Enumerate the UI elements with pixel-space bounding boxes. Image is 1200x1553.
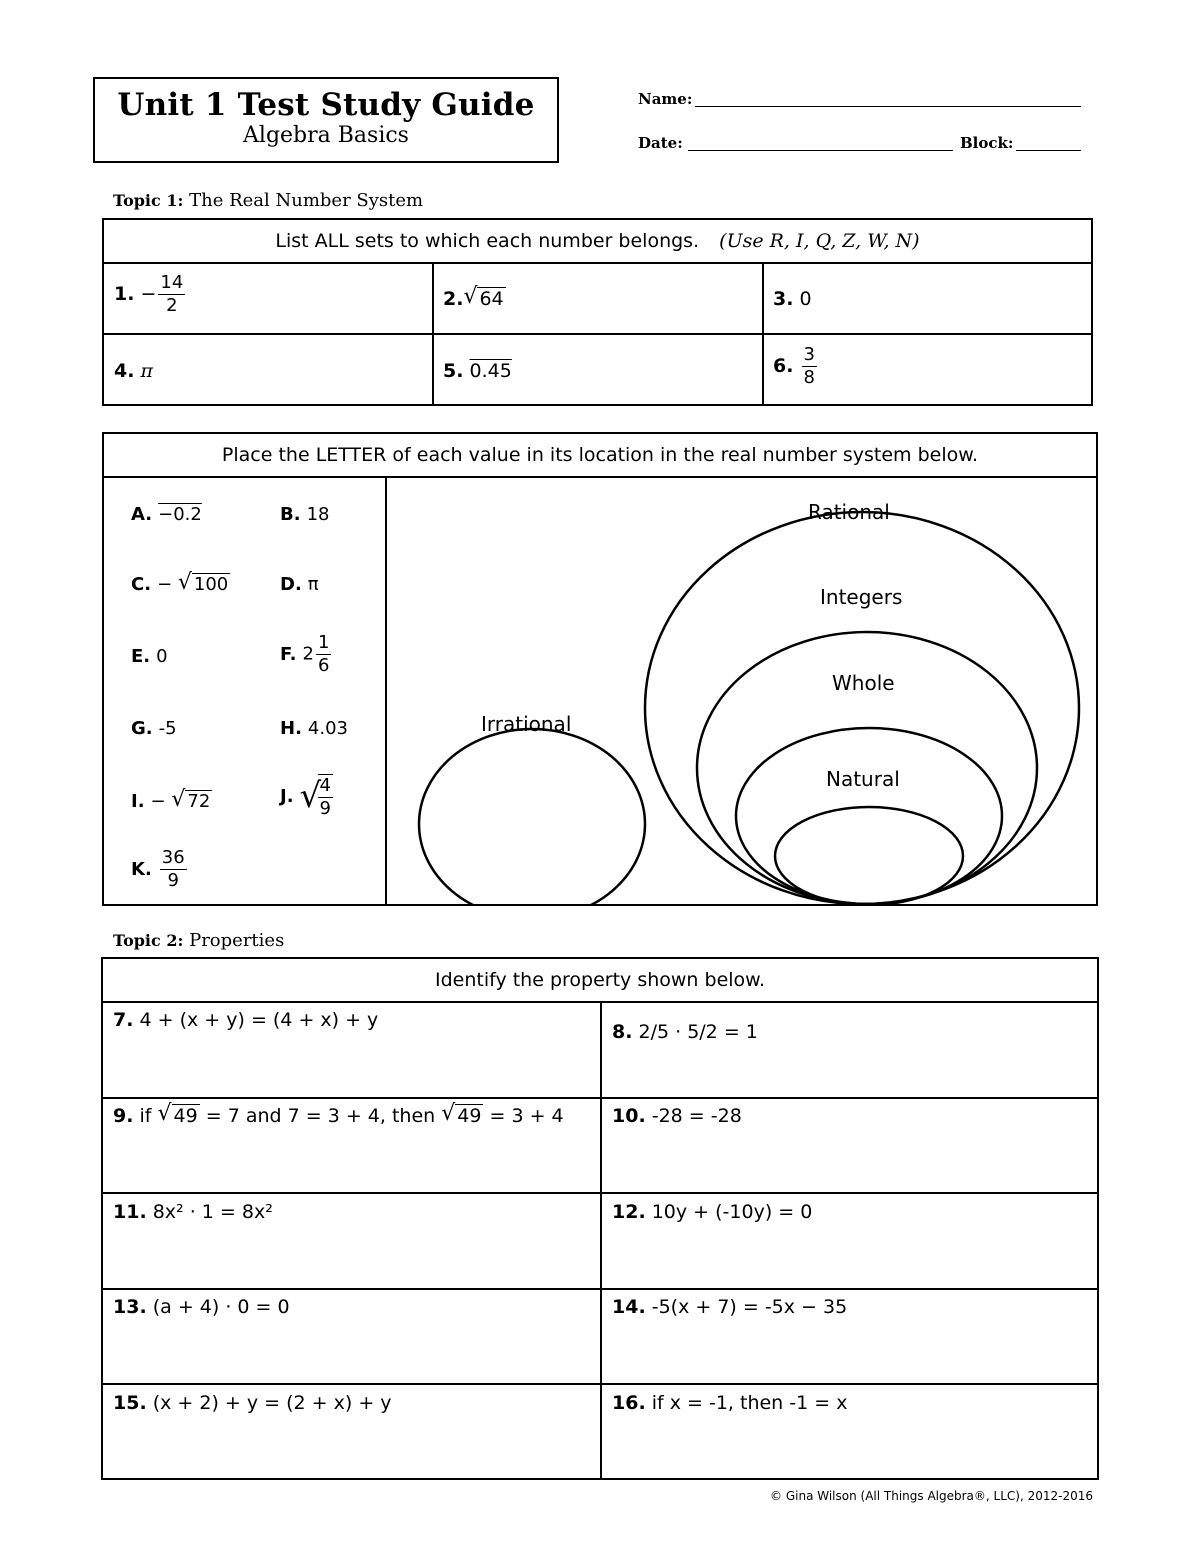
properties-table: [101, 957, 1099, 1480]
letter-item-c: C. − √ 100: [131, 570, 229, 595]
letter-item-e: E. 0: [131, 646, 168, 667]
set-item-4: 4. π: [114, 360, 153, 382]
topic2-title: Properties: [189, 930, 285, 951]
property-item-9: 9. if √ 49 = 7 and 7 = 3 + 4, then √ 49 = 3 + 4: [113, 1101, 564, 1127]
irrational-label: Irrational: [481, 712, 572, 736]
page-title: Unit 1 Test Study Guide: [117, 87, 535, 123]
block-field[interactable]: [1016, 150, 1081, 151]
rational-label: Rational: [808, 500, 890, 524]
letter-item-d: D. π: [280, 574, 319, 595]
whole-circle: [736, 728, 1002, 904]
set-item-6: 6. $\frac{3}{8}$: [773, 344, 815, 388]
letter-item-j: J. √ $\frac{4}{9}$: [280, 775, 331, 819]
letter-item-a: A. −0.2: [131, 504, 202, 525]
property-item-8: 8. 2/5 · 5/2 = 1: [612, 1021, 758, 1043]
block-label: Block:: [960, 134, 1014, 152]
page-subtitle: Algebra Basics: [243, 123, 409, 148]
whole-label: Whole: [832, 671, 895, 695]
name-field[interactable]: [695, 106, 1081, 107]
property-item-16: 16. if x = -1, then -1 = x: [612, 1392, 848, 1414]
sets-table-heading: List ALL sets to which each number belongs. (Use R, I, Q, Z, W, N): [275, 230, 920, 252]
natural-circle: [775, 807, 963, 904]
copyright-footer: © Gina Wilson (All Things Algebra®, LLC), 2012-2016: [770, 1489, 1093, 1503]
topic1-heading: [113, 190, 423, 211]
property-item-7: 7. 4 + (x + y) = (4 + x) + y: [113, 1009, 379, 1031]
letter-item-k: K. $\frac{36}{9}$: [131, 847, 185, 891]
letter-item-i: I. − √ 72: [131, 787, 211, 812]
set-item-2: 2. √ 64: [443, 284, 504, 310]
set-item-1: 1. − $\frac{14}{2}$: [114, 272, 184, 316]
letter-item-f: F. 2 $\frac{1}{6}$: [280, 632, 330, 676]
rational-circle: [645, 512, 1079, 904]
set-item-5: 5. 0.45: [443, 360, 512, 382]
name-label: Name:: [638, 90, 693, 108]
date-label: Date:: [638, 134, 683, 152]
number-system-table: [102, 432, 1098, 906]
topic2-label: Topic 2:: [113, 931, 184, 950]
integers-label: Integers: [820, 585, 903, 609]
property-item-15: 15. (x + 2) + y = (2 + x) + y: [113, 1392, 392, 1414]
number-system-heading: Place the LETTER of each value in its location in the real number system below.: [221, 444, 979, 466]
natural-label: Natural: [826, 767, 900, 791]
letter-item-b: B. 18: [280, 504, 330, 525]
sets-table: [102, 218, 1093, 406]
property-item-11: 11. 8x² · 1 = 8x²: [113, 1201, 273, 1223]
letter-item-h: H. 4.03: [280, 718, 348, 739]
real-number-venn-diagram: [387, 478, 1096, 904]
irrational-circle: [419, 729, 645, 904]
letter-item-g: G. -5: [131, 718, 177, 739]
topic2-heading: [113, 930, 284, 951]
property-item-13: 13. (a + 4) · 0 = 0: [113, 1296, 290, 1318]
properties-heading: Identify the property shown below.: [434, 969, 766, 991]
property-item-10: 10. -28 = -28: [612, 1105, 742, 1127]
topic1-title: The Real Number System: [189, 190, 424, 211]
topic1-label: Topic 1:: [113, 191, 184, 210]
property-item-14: 14. -5(x + 7) = -5x − 35: [612, 1296, 848, 1318]
set-item-3: 3. 0: [773, 288, 812, 310]
date-field[interactable]: [688, 150, 953, 151]
property-item-12: 12. 10y + (-10y) = 0: [612, 1201, 813, 1223]
title-box: [93, 77, 559, 163]
